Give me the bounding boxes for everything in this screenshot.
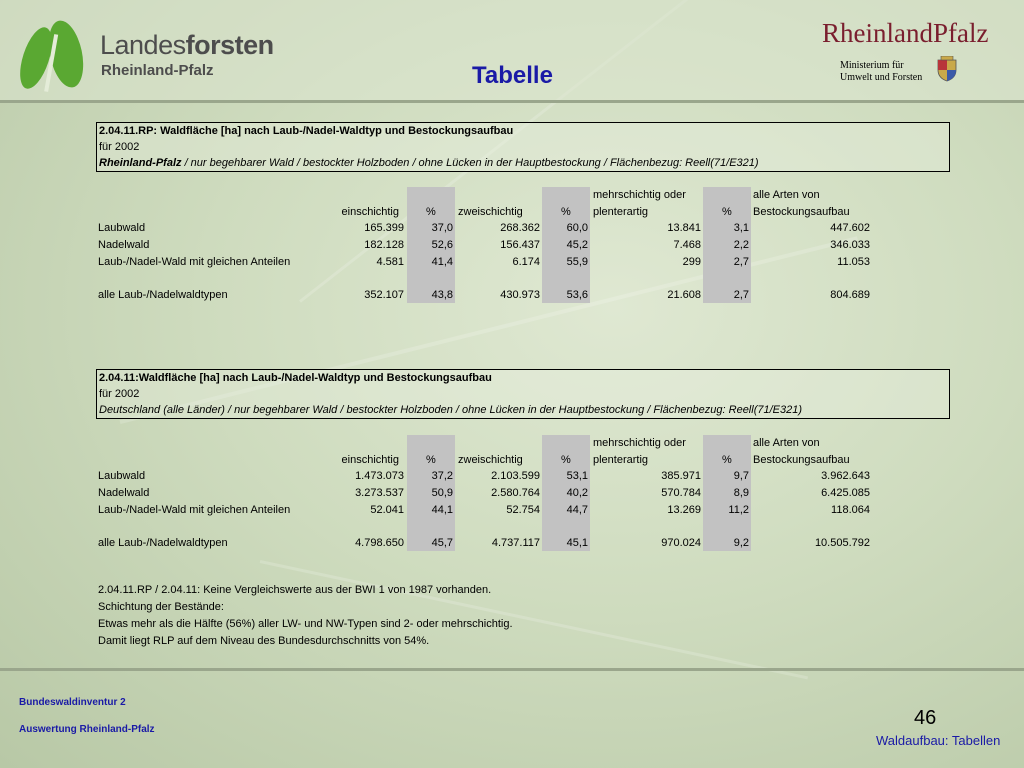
- table-header-row: [96, 435, 876, 451]
- cell: 9,7: [733, 470, 749, 482]
- cell: 52.754: [506, 504, 540, 516]
- row-label: alle Laub-/Nadelwaldtypen: [98, 289, 228, 301]
- header-cell: mehrschichtig oder: [593, 437, 686, 449]
- cell: 7.468: [673, 239, 701, 251]
- header-cell: %: [561, 206, 571, 218]
- table2-title: 2.04.11:Waldfläche [ha] nach Laub-/Nadel-Waldtyp und Bestockungsaufbau: [99, 372, 492, 384]
- footer-divider: [0, 668, 1024, 671]
- cell: 10.505.792: [814, 537, 870, 549]
- row-label: Laubwald: [98, 470, 146, 482]
- cell: 53,1: [566, 470, 588, 482]
- table1-title: 2.04.11.RP: Waldfläche [ha] nach Laub-/Nadel-Waldtyp und Bestockungsaufbau: [99, 125, 514, 137]
- cell: 346.033: [830, 239, 870, 251]
- cell: 447.602: [830, 222, 870, 234]
- cell: 53,6: [566, 289, 588, 301]
- cell: 2,7: [733, 289, 749, 301]
- table-row: [96, 220, 876, 236]
- table1-info-box: [96, 122, 950, 172]
- header-cell: plenterartig: [593, 454, 649, 466]
- row-label: Laubwald: [98, 222, 146, 234]
- header-cell: %: [722, 206, 732, 218]
- cell: 2,2: [733, 239, 749, 251]
- cell: 430.973: [500, 289, 540, 301]
- footer-section-label: Waldaufbau: Tabellen: [876, 733, 1001, 748]
- logo-wordmark: Landesforsten: [100, 30, 274, 60]
- header-cell: zweischichtig: [458, 454, 523, 466]
- note-line: Schichtung der Bestände:: [98, 601, 224, 613]
- cell: 44,1: [431, 504, 453, 516]
- cell: 8,9: [733, 487, 749, 499]
- cell: 43,8: [431, 289, 453, 301]
- cell: 40,2: [566, 487, 588, 499]
- cell: 570.784: [661, 487, 701, 499]
- note-line: Etwas mehr als die Hälfte (56%) aller LW- und NW-Typen sind 2- oder mehrschichtig.: [98, 618, 513, 630]
- cell: 2.580.764: [491, 487, 540, 499]
- table-row: [96, 254, 876, 270]
- table1-scope: Rheinland-Pfalz / nur begehbarer Wald / bestockter Holzboden / ohne Lücken in der Hauptbestockung / Flächenbezug: Reell(71/E321): [99, 157, 759, 169]
- cell: 4.798.650: [355, 537, 404, 549]
- row-label: Laub-/Nadel-Wald mit gleichen Anteilen: [98, 504, 291, 516]
- note-line: 2.04.11.RP / 2.04.11: Keine Vergleichswerte aus der BWI 1 von 1987 vorhanden.: [98, 584, 492, 596]
- cell: 60,0: [566, 222, 588, 234]
- row-label: Nadelwald: [98, 239, 150, 251]
- header-cell: einschichtig: [341, 454, 399, 466]
- header-cell: alle Arten von: [753, 437, 820, 449]
- header-cell: %: [426, 206, 436, 218]
- header-cell: Bestockungsaufbau: [753, 206, 850, 218]
- cell: 385.971: [661, 470, 701, 482]
- header-cell: alle Arten von: [753, 189, 820, 201]
- table2-scope: Deutschland (alle Länder) / nur begehbarer Wald / bestockter Holzboden / ohne Lücken in der Hauptbestockung / Flächenbezug: Reell(71/E321): [99, 404, 803, 416]
- cell: 2,7: [733, 256, 749, 268]
- cell: 45,2: [566, 239, 588, 251]
- header-cell: plenterartig: [593, 206, 649, 218]
- table-row: [96, 502, 876, 518]
- header-cell: einschichtig: [341, 206, 399, 218]
- table-header-row: [96, 204, 876, 220]
- row-label: alle Laub-/Nadelwaldtypen: [98, 537, 228, 549]
- cell: 3.273.537: [355, 487, 404, 499]
- cell: 13.841: [667, 222, 701, 234]
- cell: 50,9: [431, 487, 453, 499]
- logo-subtext: Rheinland-Pfalz: [101, 62, 214, 79]
- header-cell: Bestockungsaufbau: [753, 454, 850, 466]
- table-header-row: [96, 187, 876, 203]
- header-cell: mehrschichtig oder: [593, 189, 686, 201]
- cell: 52,6: [431, 239, 453, 251]
- cell: 37,0: [431, 222, 453, 234]
- header-cell: %: [426, 454, 436, 466]
- cell: 44,7: [566, 504, 588, 516]
- table-total-row: [96, 535, 876, 551]
- ministry-label: Ministerium für Umwelt und Forsten: [840, 60, 923, 83]
- cell: 156.437: [500, 239, 540, 251]
- notes-block: [98, 582, 513, 650]
- table-row: [96, 237, 876, 253]
- table2-year: für 2002: [99, 388, 140, 400]
- note-line: Damit liegt RLP auf dem Niveau des Bundesdurchschnitts von 54%.: [98, 635, 430, 647]
- rheinland-pfalz-brand: RheinlandPfalz: [822, 18, 989, 48]
- cell: 165.399: [364, 222, 404, 234]
- cell: 970.024: [661, 537, 701, 549]
- landesforsten-logo-icon: [14, 14, 92, 92]
- cell: 182.128: [364, 239, 404, 251]
- row-label: Nadelwald: [98, 487, 150, 499]
- cell: 11,2: [728, 504, 749, 516]
- cell: 13.269: [667, 504, 701, 516]
- cell: 9,2: [733, 537, 749, 549]
- cell: 55,9: [566, 256, 588, 268]
- header-cell: %: [561, 454, 571, 466]
- cell: 4.737.117: [491, 537, 540, 549]
- header-cell: zweischichtig: [458, 206, 523, 218]
- table-total-row: [96, 287, 876, 303]
- page-number: 46: [914, 707, 937, 729]
- footer-inventory-label: Bundeswaldinventur 2: [19, 697, 126, 708]
- cell: 3.962.643: [821, 470, 870, 482]
- cell: 118.064: [831, 504, 870, 516]
- coat-of-arms-icon: [936, 56, 958, 82]
- cell: 352.107: [364, 289, 404, 301]
- cell: 268.362: [500, 222, 540, 234]
- cell: 41,4: [431, 256, 453, 268]
- table2-info-box: [96, 369, 950, 419]
- cell: 21.608: [667, 289, 701, 301]
- table-row: [96, 468, 876, 484]
- cell: 2.103.599: [491, 470, 540, 482]
- cell: 52.041: [370, 504, 404, 516]
- cell: 45,1: [566, 537, 588, 549]
- cell: 299: [682, 256, 701, 268]
- table1-year: für 2002: [99, 141, 140, 153]
- footer-evaluation-label: Auswertung Rheinland-Pfalz: [19, 724, 155, 735]
- cell: 37,2: [431, 470, 453, 482]
- table-header-row: [96, 452, 876, 468]
- cell: 3,1: [733, 222, 749, 234]
- page-title: Tabelle: [472, 62, 553, 89]
- table-row: [96, 485, 876, 501]
- cell: 1.473.073: [355, 470, 404, 482]
- cell: 4.581: [376, 256, 404, 268]
- cell: 11.053: [837, 256, 870, 268]
- row-label: Laub-/Nadel-Wald mit gleichen Anteilen: [98, 256, 291, 268]
- cell: 804.689: [830, 289, 870, 301]
- cell: 6.174: [512, 256, 540, 268]
- header-divider: [0, 100, 1024, 103]
- cell: 45,7: [431, 537, 453, 549]
- header-cell: %: [722, 454, 732, 466]
- cell: 6.425.085: [821, 487, 870, 499]
